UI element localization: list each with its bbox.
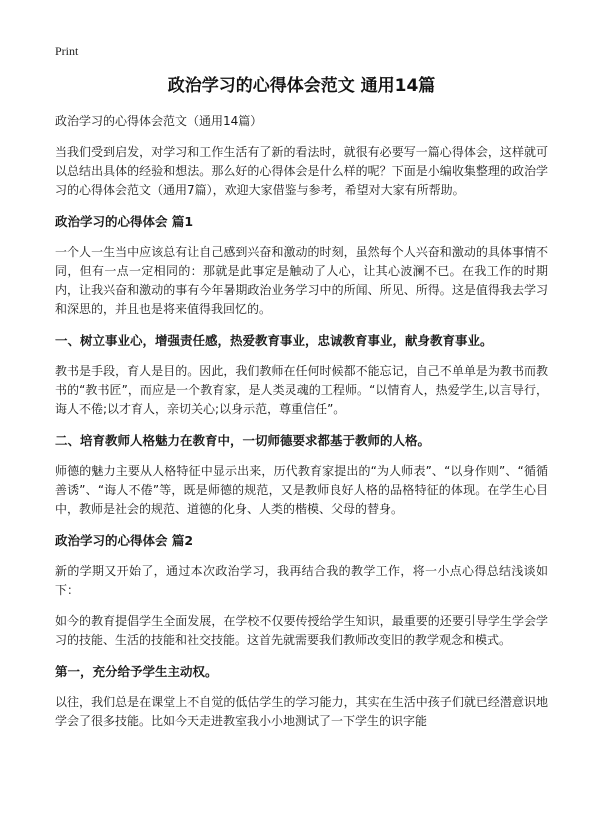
section-paragraph-4: 新的学期又开始了，通过本次政治学习，我再结合我的教学工作，将一小点心得总结浅谈如下： [55,564,548,597]
section-heading-4: 政治学习的心得体会 篇2 [55,533,194,548]
section-heading-1: 政治学习的心得体会 篇1 [55,214,194,229]
section-paragraph-3: 师德的魅力主要从人格特征中显示出来，历代教育家提出的“为人师表”、“以身作则”、“循循善诱”、“诲人不倦”等，既是师德的规范，又是教师良好人格的品格特征的体现。在学生心目中，教师是社会的规范、道德的化身、人类的楷模、父母的替身。 [55,464,548,516]
section-paragraph-5: 如今的教育提倡学生全面发展，在学校不仅要传授给学生知识，最重要的还要引导学生学会学习的技能、生活的技能和社交技能。这首先就需要我们教师改变旧的教学观念和模式。 [55,614,548,647]
section-paragraph-1: 一个人一生当中应该总有让自己感到兴奋和激动的时刻，虽然每个人兴奋和激动的具体事情不同，但有一点一定相同的：那就是此事定是触动了人心，让其心波澜不已。在我工作的时期内，让我兴奋和激动的事有今年暑期政治业务学习中的所闻、所见、所得。这是值得我去学习和深思的，并且也是将来值得我回忆的。 [55,245,548,316]
document-subtitle: 政治学习的心得体会范文（通用14篇） [55,114,263,128]
section-paragraph-2: 教书是手段，育人是目的。因此，我们教师在任何时候都不能忘记，自己不单单是为教书而教书的“教书匠”，而应是一个教育家，是人类灵魂的工程师。“以情育人，热爱学生,以言导行，诲人不倦;以才育人，亲切关心;以身示范，尊重信任”。 [55,364,548,416]
section-heading-3: 二、培育教师人格魅力在教育中，一切师德要求都基于教师的人格。 [55,433,431,448]
section-paragraph-6: 以往，我们总是在课堂上不自觉的低估学生的学习能力，其实在生活中孩子们就已经潜意识地学会了很多技能。比如今天走进教室我小小地测试了一下学生的识字能 [55,695,548,728]
section-heading-6: 第一，充分给予学生主动权。 [55,664,218,679]
intro-paragraph: 当我们受到启发，对学习和工作生活有了新的看法时，就很有必要写一篇心得体会，这样就可以总结出具体的经验和想法。那么好的心得体会是什么样的呢？下面是小编收集整理的政治学习的心得体会范文（通用7篇），欢迎大家借鉴与参考，希望对大家有所帮助。 [55,145,548,197]
section-heading-2: 一、树立事业心，增强责任感，热爱教育事业，忠诚教育事业，献身教育事业。 [55,333,493,348]
print-link[interactable]: Print [55,44,79,58]
page-title: 政治学习的心得体会范文 通用14篇 [167,76,436,96]
